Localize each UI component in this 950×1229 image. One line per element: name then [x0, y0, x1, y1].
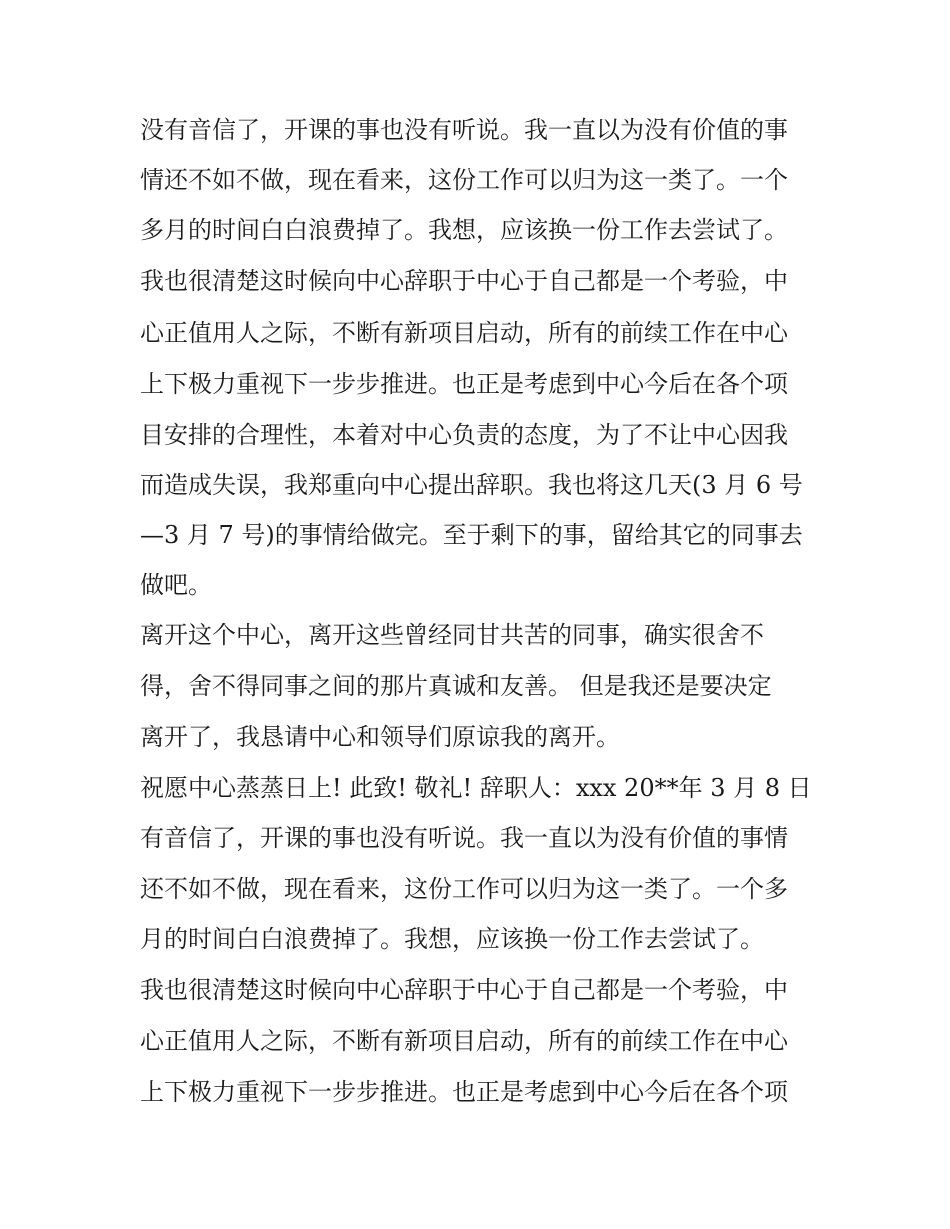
text-line: 做吧。 [140, 571, 212, 599]
text-line: 上下极力重视下一步步推进。也正是考虑到中心今后在各个项 [140, 1078, 788, 1106]
text-line: 情还不如不做，现在看来，这份工作可以归为这一类了。一个 [140, 166, 788, 194]
text-line: 祝愿中心蒸蒸日上! 此致! 敬礼! 辞职人：xxx 20**年 3 月 8 日 [140, 774, 812, 802]
text-line: 月的时间白白浪费掉了。我想，应该换一份工作去尝试了。 [140, 925, 764, 953]
text-line: 还不如不做，现在看来，这份工作可以归为这一类了。一个多 [140, 875, 788, 903]
text-line: 我也很清楚这时候向中心辞职于中心于自己都是一个考验，中 [140, 976, 788, 1004]
text-line: 而造成失误，我郑重向中心提出辞职。我也将这几天(3 月 6 号 [140, 471, 803, 499]
text-line: 心正值用人之际，不断有新项目启动，所有的前续工作在中心 [140, 1027, 788, 1055]
text-line: 我也很清楚这时候向中心辞职于中心于自己都是一个考验，中 [140, 267, 788, 295]
text-line: 有音信了，开课的事也没有听说。我一直以为没有价值的事情 [140, 824, 788, 852]
text-line: 没有音信了，开课的事也没有听说。我一直以为没有价值的事 [140, 116, 788, 144]
text-line: 心正值用人之际，不断有新项目启动，所有的前续工作在中心 [140, 319, 788, 347]
text-line: 离开这个中心，离开这些曾经同甘共苦的同事，确实很舍不 [140, 621, 764, 649]
text-line: 得，舍不得同事之间的那片真诚和友善。 但是我还是要决定 [140, 672, 772, 700]
text-line: 目安排的合理性，本着对中心负责的态度，为了不让中心因我 [140, 421, 788, 449]
text-line: 多月的时间白白浪费掉了。我想，应该换一份工作去尝试了。 [140, 216, 788, 244]
text-line: 上下极力重视下一步步推进。也正是考虑到中心今后在各个项 [140, 370, 788, 398]
text-line: 离开了，我恳请中心和领导们原谅我的离开。 [140, 723, 620, 751]
text-line: —3 月 7 号)的事情给做完。至于剩下的事，留给其它的同事去 [140, 521, 803, 549]
